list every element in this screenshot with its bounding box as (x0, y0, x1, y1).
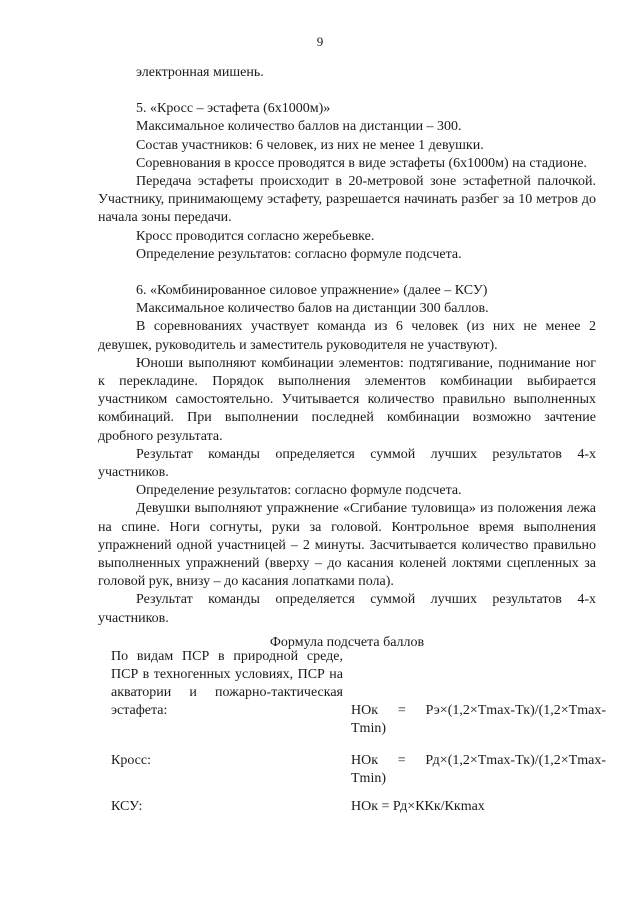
formula-section-title: Формула подсчета баллов (269, 634, 425, 650)
paragraph: Юноши выполняют комбинации элементов: подтягивание, поднимание ног к перекладине. Порядок выполнения элементов комбинации выбирается участником самостоятельно. Учитывается количество правильно выполненных комбинаций. При выполнении последней комбинации возможно зачтение дробного результата. (98, 355, 596, 444)
paragraph: Передача эстафеты происходит в 20-метровой зоне эстафетной палочкой. Участнику, принимающему эстафету, разрешается начинать разбег за 10 метров до начала зоны передачи. (98, 174, 596, 226)
document-body (98, 64, 596, 652)
page-number: 9 (316, 34, 324, 49)
formula-expression: НОк = Рд×ККк/Ккmax (351, 799, 485, 814)
formula-row (111, 752, 606, 798)
paragraph: В соревнованиях участвует команда из 6 человек (из них не менее 2 девушек, руководитель и заместитель руководителя не участвуют). (98, 319, 596, 353)
formula-row (111, 648, 606, 752)
formula-expression: НОк = Рэ×(1,2×Tmax-Тк)/(1,2×Tmax-Tmin) (351, 703, 606, 736)
paragraph: Результат команды определяется суммой лучших результатов 4-х участников. (98, 592, 596, 626)
paragraph: Девушки выполняют упражнение «Сгибание туловища» из положения лежа на спине. Ноги согнуты, руки за головой. Контрольное время выполнения упражнений одной участницей – 2 минуты. Засчитывается количество правильно выполненных упражнений (вверху – до касания коленей локтями сцепленных за головой рук, внизу – до касания лопатками пола). (98, 501, 596, 590)
paragraph: Кросс проводится согласно жеребьевке. (136, 228, 375, 244)
paragraph: Соревнования в кроссе проводятся в виде эстафеты (6х1000м) на стадионе. (136, 155, 587, 171)
paragraph-gap (98, 264, 596, 282)
formula-label: КСУ: (111, 799, 143, 814)
paragraph: Максимальное количество баллов на дистанции – 300. (136, 119, 462, 135)
paragraph: Состав участников: 6 человек, из них не менее 1 девушки. (136, 137, 484, 153)
paragraph: Определение результатов: согласно формуле подсчета. (136, 246, 462, 262)
formula-table (111, 648, 606, 828)
formula-row (111, 798, 606, 828)
section-heading-ksu: 6. «Комбинированное силовое упражнение» (далее – КСУ) (136, 283, 488, 299)
paragraph: электронная мишень. (136, 65, 264, 80)
paragraph: Результат команды определяется суммой лучших результатов 4-х участников. (98, 446, 596, 481)
paragraph-gap (98, 82, 596, 100)
section-heading-cross: 5. «Кросс – эстафета (6х1000м)» (136, 101, 331, 117)
paragraph: Определение результатов: согласно формуле подсчета. (136, 483, 462, 499)
paragraph: Максимальное количество балов на дистанции 300 баллов. (136, 301, 489, 317)
formula-label: По видам ПСР в природной среде, ПСР в техногенных условиях, ПСР на акватории и пожарно-тактическая эстафета: (111, 649, 343, 718)
formula-expression: НОк = Рд×(1,2×Tmax-Тк)/(1,2×Tmax-Tmin) (351, 753, 606, 786)
formula-label: Кросс: (111, 753, 152, 768)
